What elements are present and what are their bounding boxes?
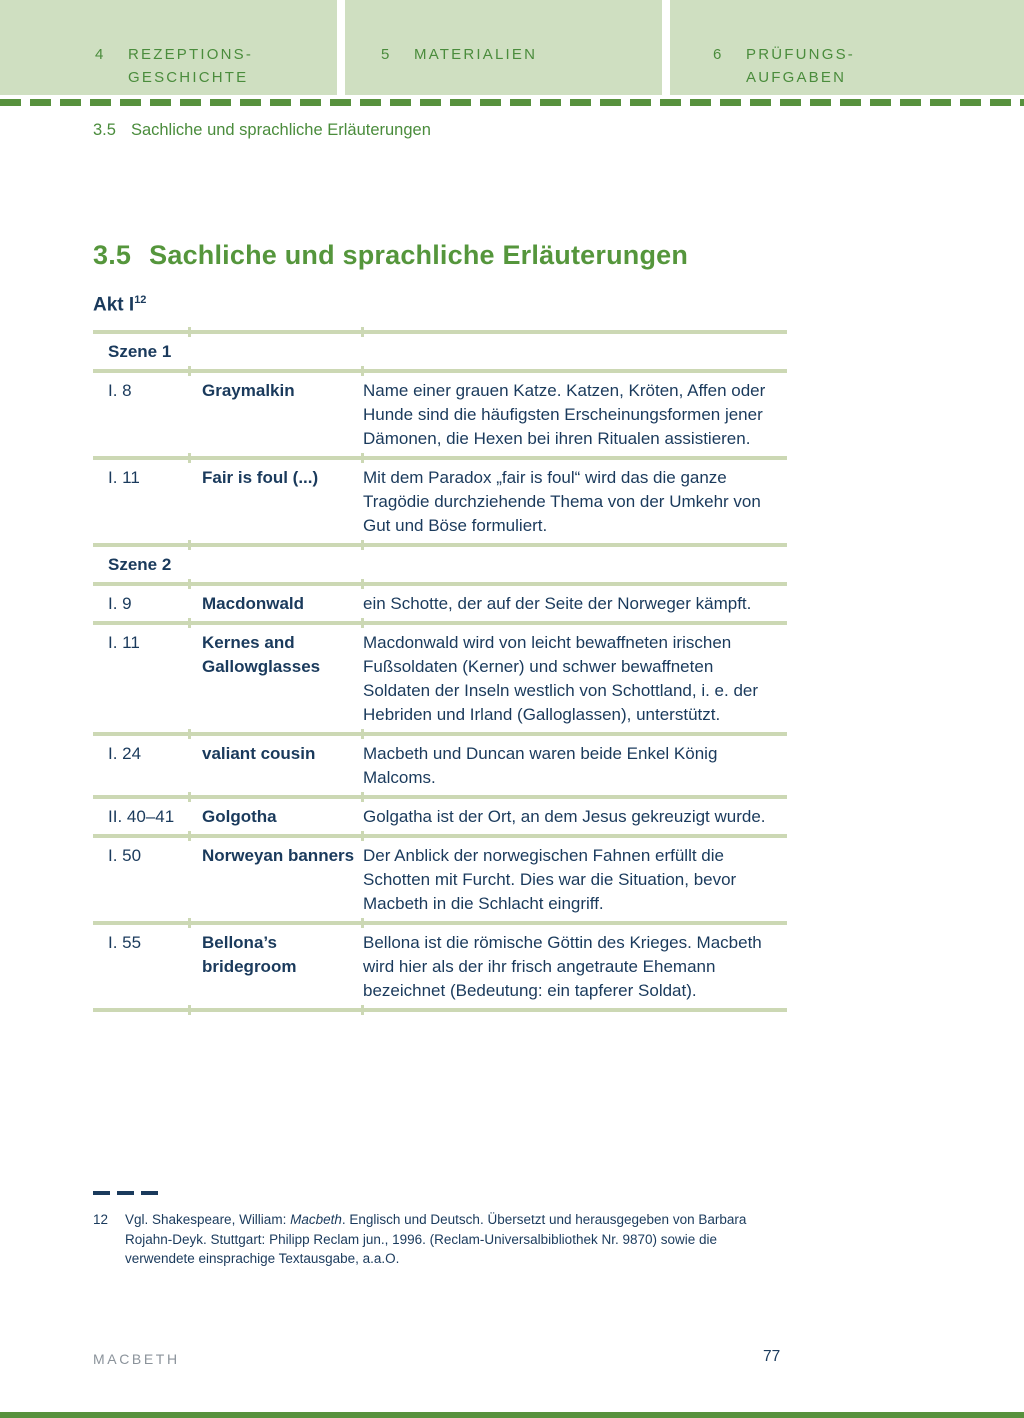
chapter-number: 4 [95,46,106,63]
line-reference: I. 8 [108,381,132,400]
annotation-row [93,736,787,795]
annotation-row [93,373,787,456]
running-footer-book-title: MACBETH [93,1351,180,1367]
footnote [93,1210,758,1269]
chapter-label-line2: GESCHICHTE [128,69,249,86]
column-tick [188,918,191,928]
term: Graymalkin [202,381,295,400]
breadcrumb-section-number: 3.5 [93,121,116,139]
line-reference: I. 9 [108,594,132,613]
term: Golgotha [202,807,277,826]
table-rule [93,456,787,460]
footnote-reference-mark: 12 [134,294,147,306]
chapter-label: PRÜFUNGS- [746,46,855,63]
footnote-text [125,1210,758,1269]
explanation: Mit dem Paradox „fair is foul“ wird das die ganze Tragödie durchziehende Thema von der Umkehr von Gut und Böse formuliert. [363,468,761,535]
annotation-row [93,625,787,732]
table-rule [93,330,787,334]
column-tick [361,831,364,841]
column-tick [361,540,364,550]
explanation: Bellona ist die römische Göttin des Krieges. Macbeth wird hier als der ihr frisch angetraute Ehemann bezeichnet (Bedeutung: ein tapferer Soldat). [363,933,762,1000]
footnote-work-title: Macbeth [290,1212,342,1227]
term: Macdonwald [202,594,305,613]
table-rule [93,621,787,625]
chapter-tab-rezeptionsgeschichte [0,0,337,95]
term: Bellona’s bridegroom [202,933,297,976]
chapter-label-line2: AUFGABEN [746,69,847,86]
column-tick [361,453,364,463]
line-reference: I. 24 [108,744,142,763]
breadcrumb-section-title: Sachliche und sprachliche Erläuterungen [130,121,431,139]
table-rule [93,732,787,736]
column-tick [188,579,191,589]
chapter-tab-materialien [345,0,662,95]
annotation-row [93,838,787,921]
column-tick [188,453,191,463]
table-rule [93,582,787,586]
column-tick [361,918,364,928]
column-tick [188,327,191,337]
page-bottom-accent-bar [0,1412,1024,1418]
scene-label: Szene 1 [108,342,172,361]
term: Fair is foul (...) [202,468,319,487]
explanation: ein Schotte, der auf der Seite der Norweger kämpft. [363,594,752,613]
chapter-tab-line1 [713,43,1024,66]
footnote-number: 12 [93,1212,109,1227]
table-rule [93,795,787,799]
annotation-row [93,460,787,543]
chapter-number: 5 [381,46,392,63]
column-tick [361,618,364,628]
column-tick [188,366,191,376]
line-reference: I. 11 [108,633,140,652]
act-heading [93,294,146,316]
annotation-row [93,586,787,621]
term: Kernes and Gallowglasses [202,633,321,676]
annotation-row [93,799,787,834]
breadcrumb [93,121,431,140]
table-rule [93,369,787,373]
column-tick [361,366,364,376]
explanation: Name einer grauen Katze. Katzen, Kröten, Affen oder Hunde sind die häufigsten Erscheinungsformen jener Dämonen, die Hexen bei ihren Ritualen assistieren. [363,381,766,448]
chapter-label: MATERIALIEN [414,46,538,63]
footnote-text-after: . Englisch und Deutsch. Übersetzt und herausgegeben von Barbara Rojahn-Deyk. Stuttgart: Philipp Reclam jun., 1996. (Reclam-Universalbibliothek Nr. 9870) sowie die verwendete einsprachige Textausgabe, a.a.O. [125,1212,747,1266]
explanation: Golgatha ist der Ort, an dem Jesus gekreuzigt wurde. [363,807,766,826]
chapter-tab-pruefungsaufgaben [670,0,1024,95]
line-reference: I. 55 [108,933,142,952]
column-tick [188,1005,191,1015]
chapter-number: 6 [713,46,724,63]
column-tick [188,831,191,841]
header-dashed-divider [0,99,1024,106]
annotation-row [93,925,787,1008]
section-number: 3.5 [93,240,132,270]
table-rule [93,543,787,547]
term: Norweyan banners [202,846,355,865]
footnote-text-before: Vgl. Shakespeare, William: [125,1212,291,1227]
chapter-label: REZEPTIONS- [128,46,254,63]
column-tick [188,540,191,550]
scene-header-row [93,547,787,582]
line-reference: I. 11 [108,468,140,487]
act-title: Akt I [93,294,135,316]
explanation: Macdonwald wird von leicht bewaffneten irischen Fußsoldaten (Kerner) und schwer bewaffneten Soldaten der Inseln westlich von Schottland, i. e. der Hebriden und Irland (Galloglassen), unterstützt. [363,633,759,724]
explanation: Der Anblick der norwegischen Fahnen erfüllt die Schotten mit Furcht. Dies war die Situation, bevor Macbeth in die Schlacht eingriff. [363,846,737,913]
chapter-tab-line1 [381,43,662,66]
term: valiant cousin [202,744,316,763]
line-reference: I. 50 [108,846,142,865]
explanation: Macbeth und Duncan waren beide Enkel König Malcoms. [363,744,718,787]
scene-label: Szene 2 [108,555,172,574]
chapter-tab-line1 [95,43,337,66]
column-tick [188,729,191,739]
footnote-separator [93,1191,159,1195]
column-tick [361,579,364,589]
scene-header-row [93,334,787,369]
page-number: 77 [763,1348,781,1365]
column-tick [361,1005,364,1015]
annotations-table [93,330,787,1012]
column-tick [361,792,364,802]
page-title [93,240,688,271]
table-rule [93,834,787,838]
column-tick [188,792,191,802]
column-tick [361,327,364,337]
column-tick [188,618,191,628]
column-tick [361,729,364,739]
table-rule [93,921,787,925]
table-rule [93,1008,787,1012]
line-reference: II. 40–41 [108,807,175,826]
section-title: Sachliche und sprachliche Erläuterungen [149,240,689,270]
